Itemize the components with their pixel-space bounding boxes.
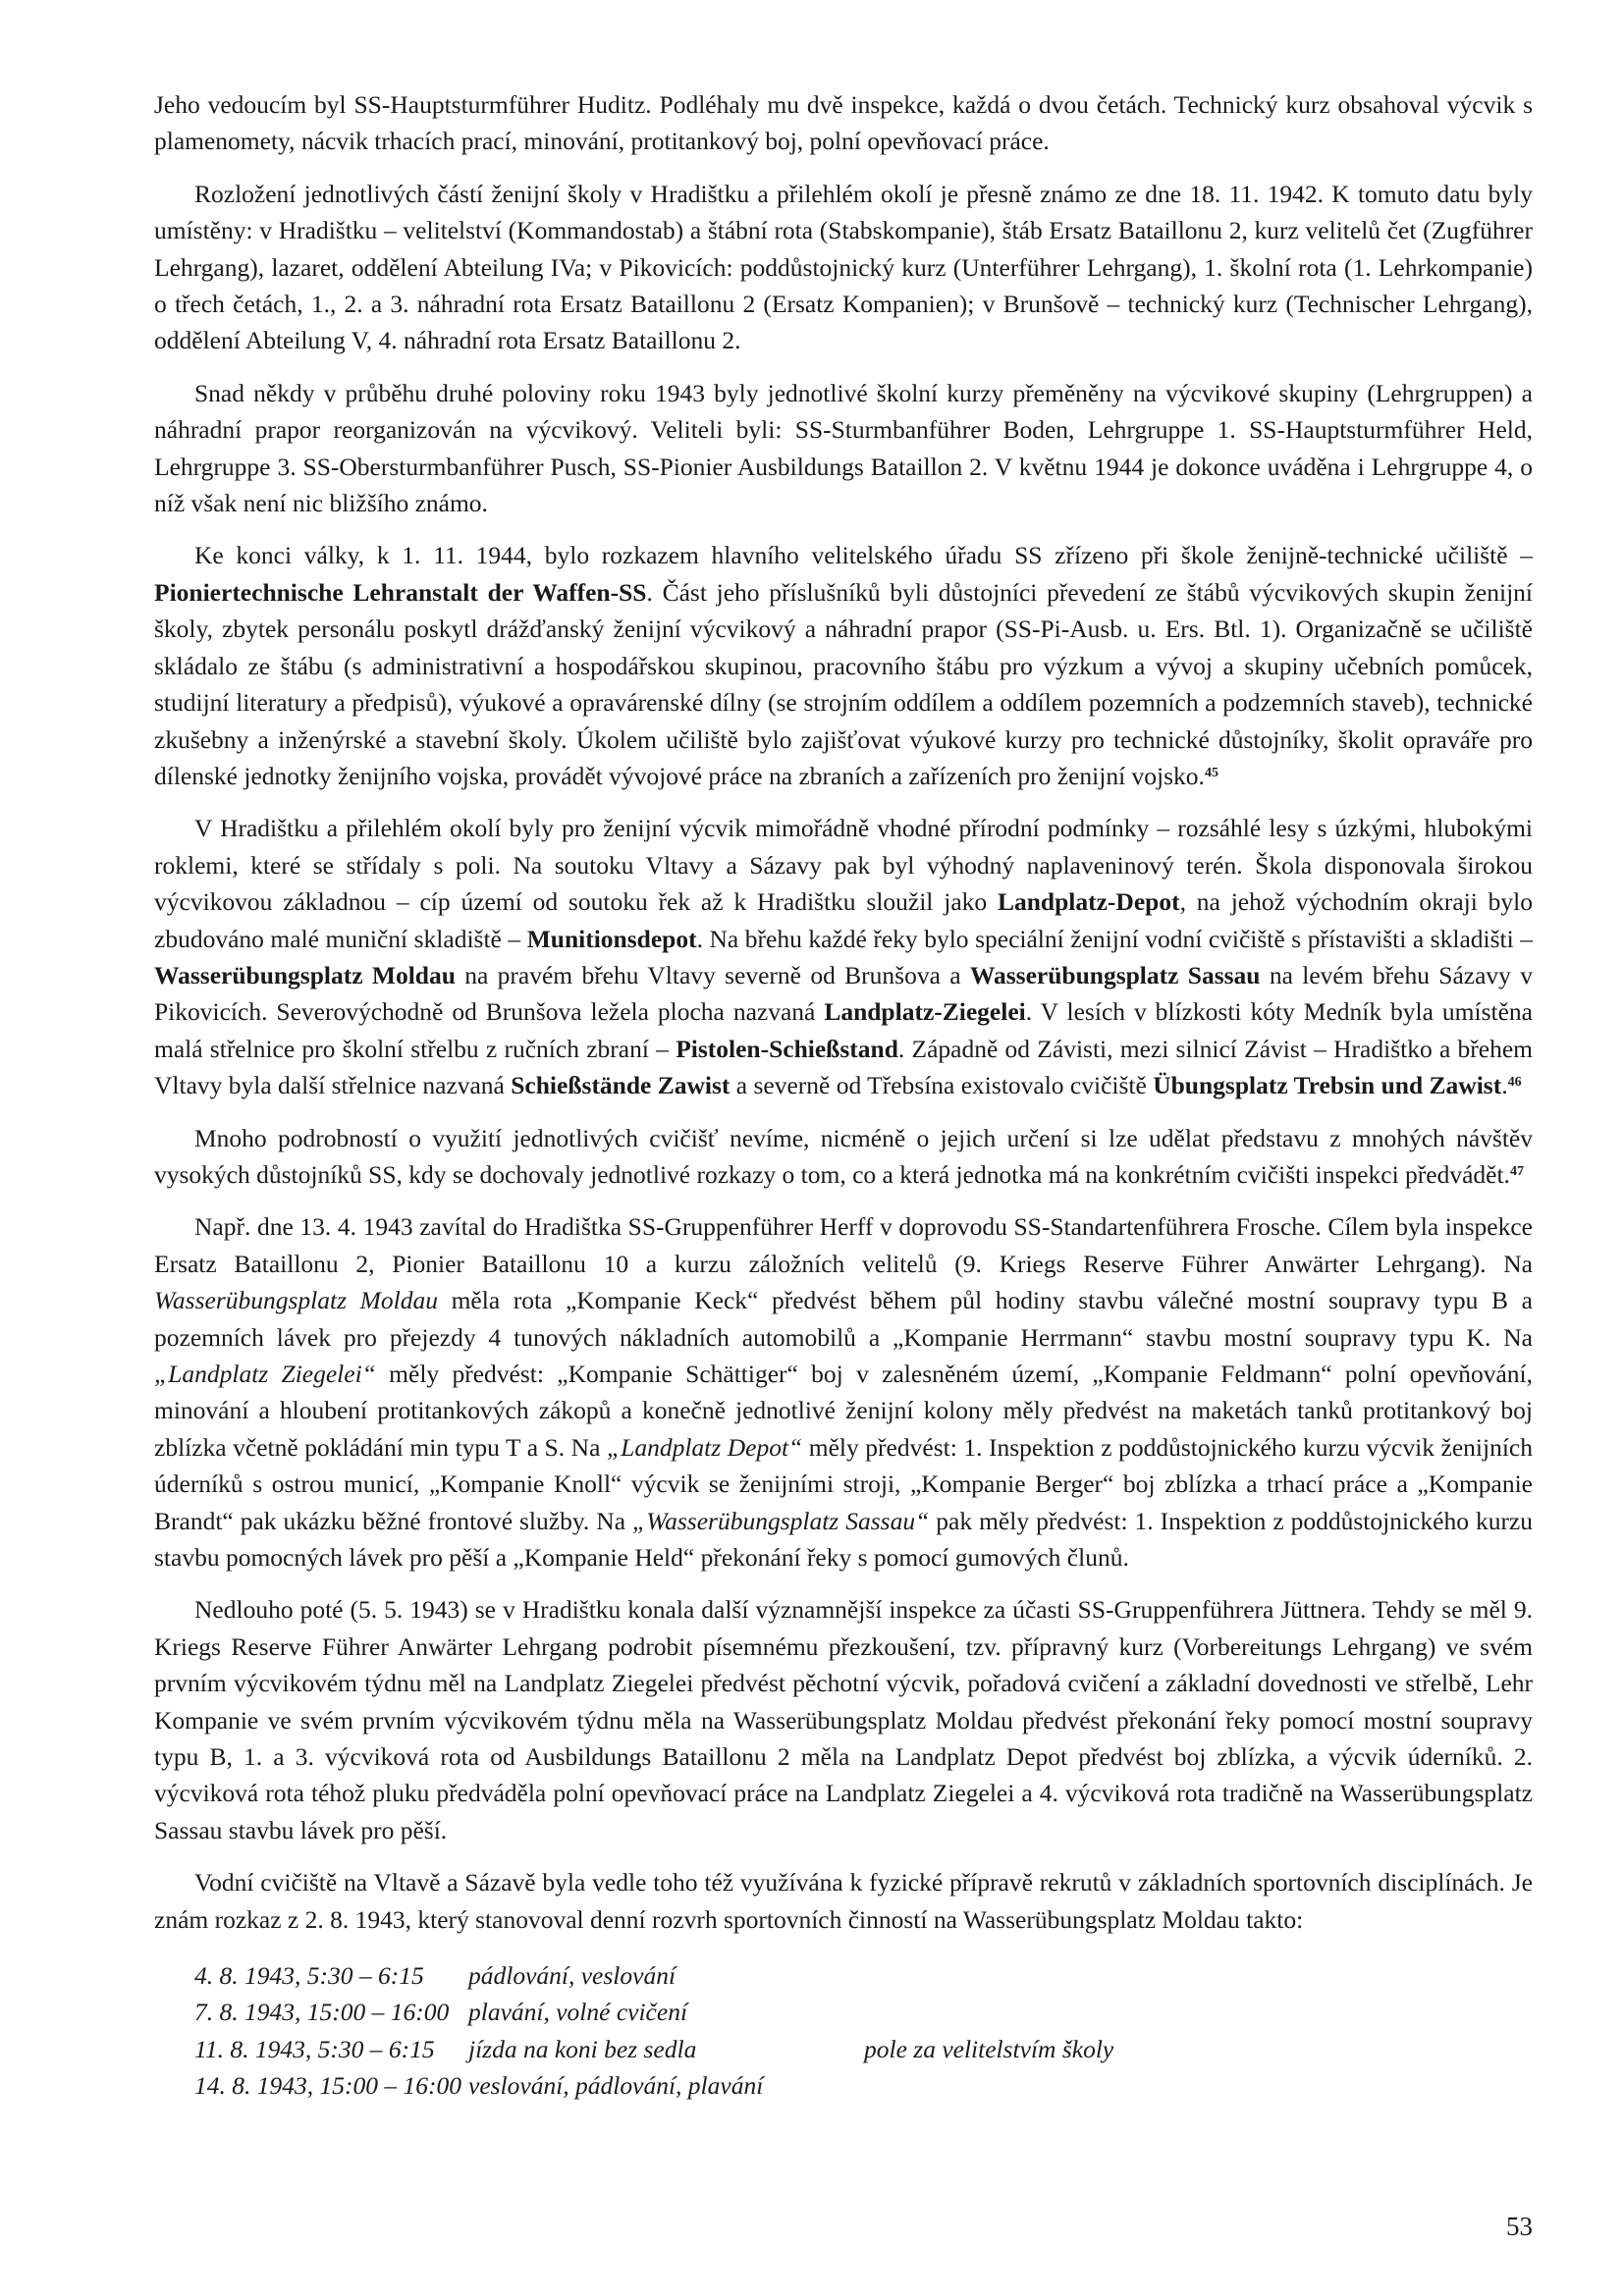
bold-term: Wasserübungsplatz Moldau xyxy=(154,960,456,989)
text-run: V Hradištku a přilehlém okolí byly pro ženijní výcvik mimořádně vhodné přírodní podmínky – rozsáhlé lesy s úzkými, hlubokými roklemi, které se střídaly s poli. Na soutoku Vltavy a Sázavy pak byl výhodný naplaveninový terén. Škola disponovala širokou výcvikovou základnou – cíp území od soutoku řek až k Hradištku sloužil jako xyxy=(154,814,1533,917)
text-run: . Část jeho příslušníků byli důstojníci převedení ze štábů výcvikových skupin ženijní školy, zbytek personálu poskytl drážďanský ženijní výcvikový a náhradní prapor (SS-Pi-Ausb. u. Ers. Btl. 1). Organizačně se učiliště skládalo ze štábu (s administrativní a hospodářskou skupinou, pracovního štábu pro výzkum a vývoj a skupiny učebních pomůcek, studijní literatury a předpisů), výukové a opravárenské dílny (se strojním oddílem a oddílem pozemních a podzemních staveb), technické zkušebny a inženýrské a stavební školy. Úkolem učiliště bylo zajišťovat výukové kurzy pro technické důstojníky, školit opraváře pro dílenské jednotky ženijního vojska, provádět vývojové práce na zbraních a zařízeních pro ženijní vojsko. xyxy=(154,577,1533,790)
bold-term: Schießstände Zawist xyxy=(511,1071,731,1100)
text-run: měla rota „Kompanie Keck“ předvést během půl hodiny stavbu válečné mostní soupravy typu B a pozemních lávek pro přejezdy 4 tunových nákladních automobilů a „Kompanie Herrmann“ stavbu mostní soupravy typu K. Na xyxy=(154,1286,1533,1352)
text-run: Snad někdy v průběhu druhé poloviny roku 1943 byly jednotlivé školní kurzy přeměněny na výcvikové skupiny (Lehrgruppen) a náhradní prapor reorganizován na výcvikový. Veliteli byli: SS-Sturmbanführer Boden, Lehrgruppe 1. SS-Hauptsturmführer Held, Lehrgruppe 3. SS-Obersturmbanführer Pusch, SS-Pionier Ausbildungs Bataillon 2. V květnu 1944 je dokonce uváděna i Lehrgruppe 4, o níž však není nic bližšího známo. xyxy=(154,378,1533,518)
bold-term: Munitionsdepot xyxy=(526,924,697,953)
page-body xyxy=(154,86,1533,2105)
schedule-activity: pádlování, veslování xyxy=(468,1961,677,1991)
paragraph xyxy=(154,1208,1533,1575)
text-run: pak měly předvést: 1. Inspektion z poddůstojnického kurzu stavbu pomocných lávek pro pěší a „Kompanie Held“ překonání řeky s pomocí gumových člunů. xyxy=(154,1506,1534,1573)
sport-schedule xyxy=(154,1957,1533,2105)
schedule-row xyxy=(154,1994,1533,2030)
page-number: 53 xyxy=(1506,2212,1533,2241)
schedule-activity: plavání, volné cvičení xyxy=(468,1998,688,2027)
paragraph xyxy=(154,810,1533,1103)
text-run: . V lesích v blízkosti kóty Medník byla umístěna malá střelnice pro školní střelbu z ručních zbraní – xyxy=(154,997,1533,1063)
italic-term: „Wasserübungsplatz Sassau“ xyxy=(632,1506,930,1535)
text-run: . xyxy=(1501,1071,1508,1100)
italic-term: Wasserübungsplatz Moldau xyxy=(154,1286,438,1315)
paragraph xyxy=(154,375,1533,522)
bold-term: Übungsplatz Trebsin und Zawist xyxy=(1153,1071,1502,1100)
schedule-note: pole za velitelstvím školy xyxy=(864,2034,1114,2063)
paragraph xyxy=(154,1120,1533,1194)
text-run: měly předvést: „Kompanie Schättiger“ boj v zalesněném území, „Kompanie Feldmann“ polní opevňování, minování a hloubení protitankových zákopů a konečně jednotlivé ženijní kolony měly předvést na maketách tanků protitankový boj zblízka včetně pokládání min typu T a S. Na xyxy=(154,1360,1533,1462)
text-run: Např. dne 13. 4. 1943 zavítal do Hradištka SS-Gruppenführer Herff v doprovodu SS-Standartenführera Frosche. Cílem byla inspekce Ersatz Bataillonu 2, Pionier Bataillonu 10 a kurzu záložních velitelů (9. Kriegs Reserve Führer Anwärter Lehrgang). Na xyxy=(154,1212,1533,1278)
paragraph xyxy=(154,86,1533,160)
footnote-ref: 47 xyxy=(1509,1163,1524,1179)
schedule-row xyxy=(154,2031,1533,2067)
schedule-activity: veslování, pádlování, plavání xyxy=(468,2071,764,2101)
text-run: , na jehož východním okraji bylo zbudováno malé muniční skladiště – xyxy=(154,887,1534,953)
bold-term: Pioniertechnische Lehranstalt der Waffen-SS xyxy=(154,577,647,607)
text-run: Nedlouho poté (5. 5. 1943) se v Hradištku konala další významnější inspekce za účasti SS-Gruppenführera Jüttnera. Tehdy se měl 9. Kriegs Reserve Führer Anwärter Lehrgang podrobit písemnému přezkoušení, tzv. přípravný kurz (Vorbereitungs Lehrgang) ve svém prvním výcvikovém týdnu měl na Landplatz Ziegelei předvést pěchotní výcvik, pořadová cvičení a základní dovednosti ve střelbě, Lehr Kompanie ve svém prvním výcvikovém týdnu měla na Wasserübungsplatz Moldau předvést překonání řeky pomocí mostní soupravy typu B, 1. a 3. výcviková rota od Ausbildungs Bataillonu 2 měla na Landplatz Depot předvést boj zblízka, a výcvik úderníků. 2. výcviková rota téhož pluku předváděla polní opevňovací práce na Landplatz Ziegelei a 4. výcviková rota tradičně na Wasserübungsplatz Sassau stavbu lávek pro pěší. xyxy=(154,1595,1533,1844)
text-run: . Západně od Závisti, mezi silnicí Závist – Hradištko a břehem Vltavy byla další střelnice nazvaná xyxy=(154,1034,1533,1100)
text-run: . Na břehu každé řeky bylo speciální ženijní vodní cvičiště s přístavišti a skladišti – xyxy=(696,924,1533,953)
paragraph xyxy=(154,1591,1533,1848)
paragraph xyxy=(154,1864,1533,1938)
schedule-date: 11. 8. 1943, 5:30 – 6:15 xyxy=(194,2034,435,2063)
bold-term: Pistolen-Schießstand xyxy=(676,1034,898,1063)
footnote-ref: 46 xyxy=(1507,1075,1522,1091)
bold-term: Landplatz-Ziegelei xyxy=(824,997,1026,1027)
paragraph xyxy=(154,537,1533,794)
text-run: Rozložení jednotlivých částí ženijní školy v Hradištku a přilehlém okolí je přesně známo ze dne 18. 11. 1942. K tomuto datu byly umístěny: v Hradištku – velitelství (Kommandostab) a štábní rota (Stabskompanie), štáb Ersatz Bataillonu 2, kurz velitelů čet (Zugführer Lehrgang), lazaret, oddělení Abteilung IVa; v Pikovicích: poddůstojnický kurz (Unterführer Lehrgang), 1. školní rota (1. Lehrkompanie) o třech četách, 1., 2. a 3. náhradní rota Ersatz Bataillonu 2 (Ersatz Kompanien); v Brunšově – technický kurz (Technischer Lehrgang), oddělení Abteilung V, 4. náhradní rota Ersatz Bataillonu 2. xyxy=(154,179,1533,355)
text-run: Ke konci války, k 1. 11. 1944, bylo rozkazem hlavního velitelského úřadu SS zřízeno při škole ženijně-technické učiliště – xyxy=(194,541,1533,570)
text-body xyxy=(154,86,1533,1938)
text-run: na pravém břehu Vltavy severně od Brunšova a xyxy=(455,960,970,989)
text-run: a severně od Třebsína existovalo cvičiště xyxy=(730,1071,1154,1100)
schedule-row xyxy=(154,2067,1533,2104)
schedule-date: 4. 8. 1943, 5:30 – 6:15 xyxy=(194,1961,424,1991)
italic-term: „Landplatz Depot“ xyxy=(606,1432,803,1462)
footnote-ref: 45 xyxy=(1204,765,1218,780)
schedule-note xyxy=(864,1957,1533,1994)
text-run: měly předvést: 1. Inspektion z poddůstojnického kurzu výcvik ženijních úderníků s ostrou municí, „Kompanie Knoll“ výcvik se ženijními stroji, „Kompanie Berger“ boj zblízka a trhací práce a „Kompanie Brandt“ pak ukázku běžné frontové služby. Na xyxy=(154,1432,1533,1535)
italic-term: „Landplatz Ziegelei“ xyxy=(154,1360,376,1388)
text-run: Vodní cvičiště na Vltavě a Sázavě byla vedle toho též využívána k fyzické přípravě rekrutů v základních sportovních disciplínách. Je znám rozkaz z 2. 8. 1943, který stanovoval denní rozvrh sportovních činností na Wasserübungsplatz Moldau takto: xyxy=(154,1868,1533,1934)
text-run: na levém břehu Sázavy v Pikovicích. Severovýchodně od Brunšova ležela plocha nazvaná xyxy=(154,960,1533,1027)
text-run: Jeho vedoucím byl SS-Hauptsturmführer Huditz. Podléhaly mu dvě inspekce, každá o dvou četách. Technický kurz obsahoval výcvik s plamenomety, nácvik trhacích prací, minování, protitankový boj, polní opevňovací práce. xyxy=(154,90,1533,156)
schedule-date: 7. 8. 1943, 15:00 – 16:00 xyxy=(194,1998,450,2027)
schedule-row xyxy=(154,1957,1533,1994)
schedule-note xyxy=(864,1994,1533,2030)
schedule-activity: jízda na koni bez sedla xyxy=(468,2034,697,2063)
text-run: Mnoho podrobností o využití jednotlivých cvičišť nevíme, nicméně o jejich určení si lze udělat představu z mnohých návštěv vysokých důstojníků SS, kdy se dochovaly jednotlivé rozkazy o tom, co a která jednotka má na konkrétním cvičišti inspekci předvádět. xyxy=(154,1123,1533,1189)
bold-term: Wasserübungsplatz Sassau xyxy=(969,960,1261,989)
paragraph xyxy=(154,176,1533,359)
bold-term: Landplatz-Depot xyxy=(997,887,1180,917)
schedule-date: 14. 8. 1943, 15:00 – 16:00 xyxy=(194,2071,461,2101)
schedule-note xyxy=(864,2067,1533,2104)
